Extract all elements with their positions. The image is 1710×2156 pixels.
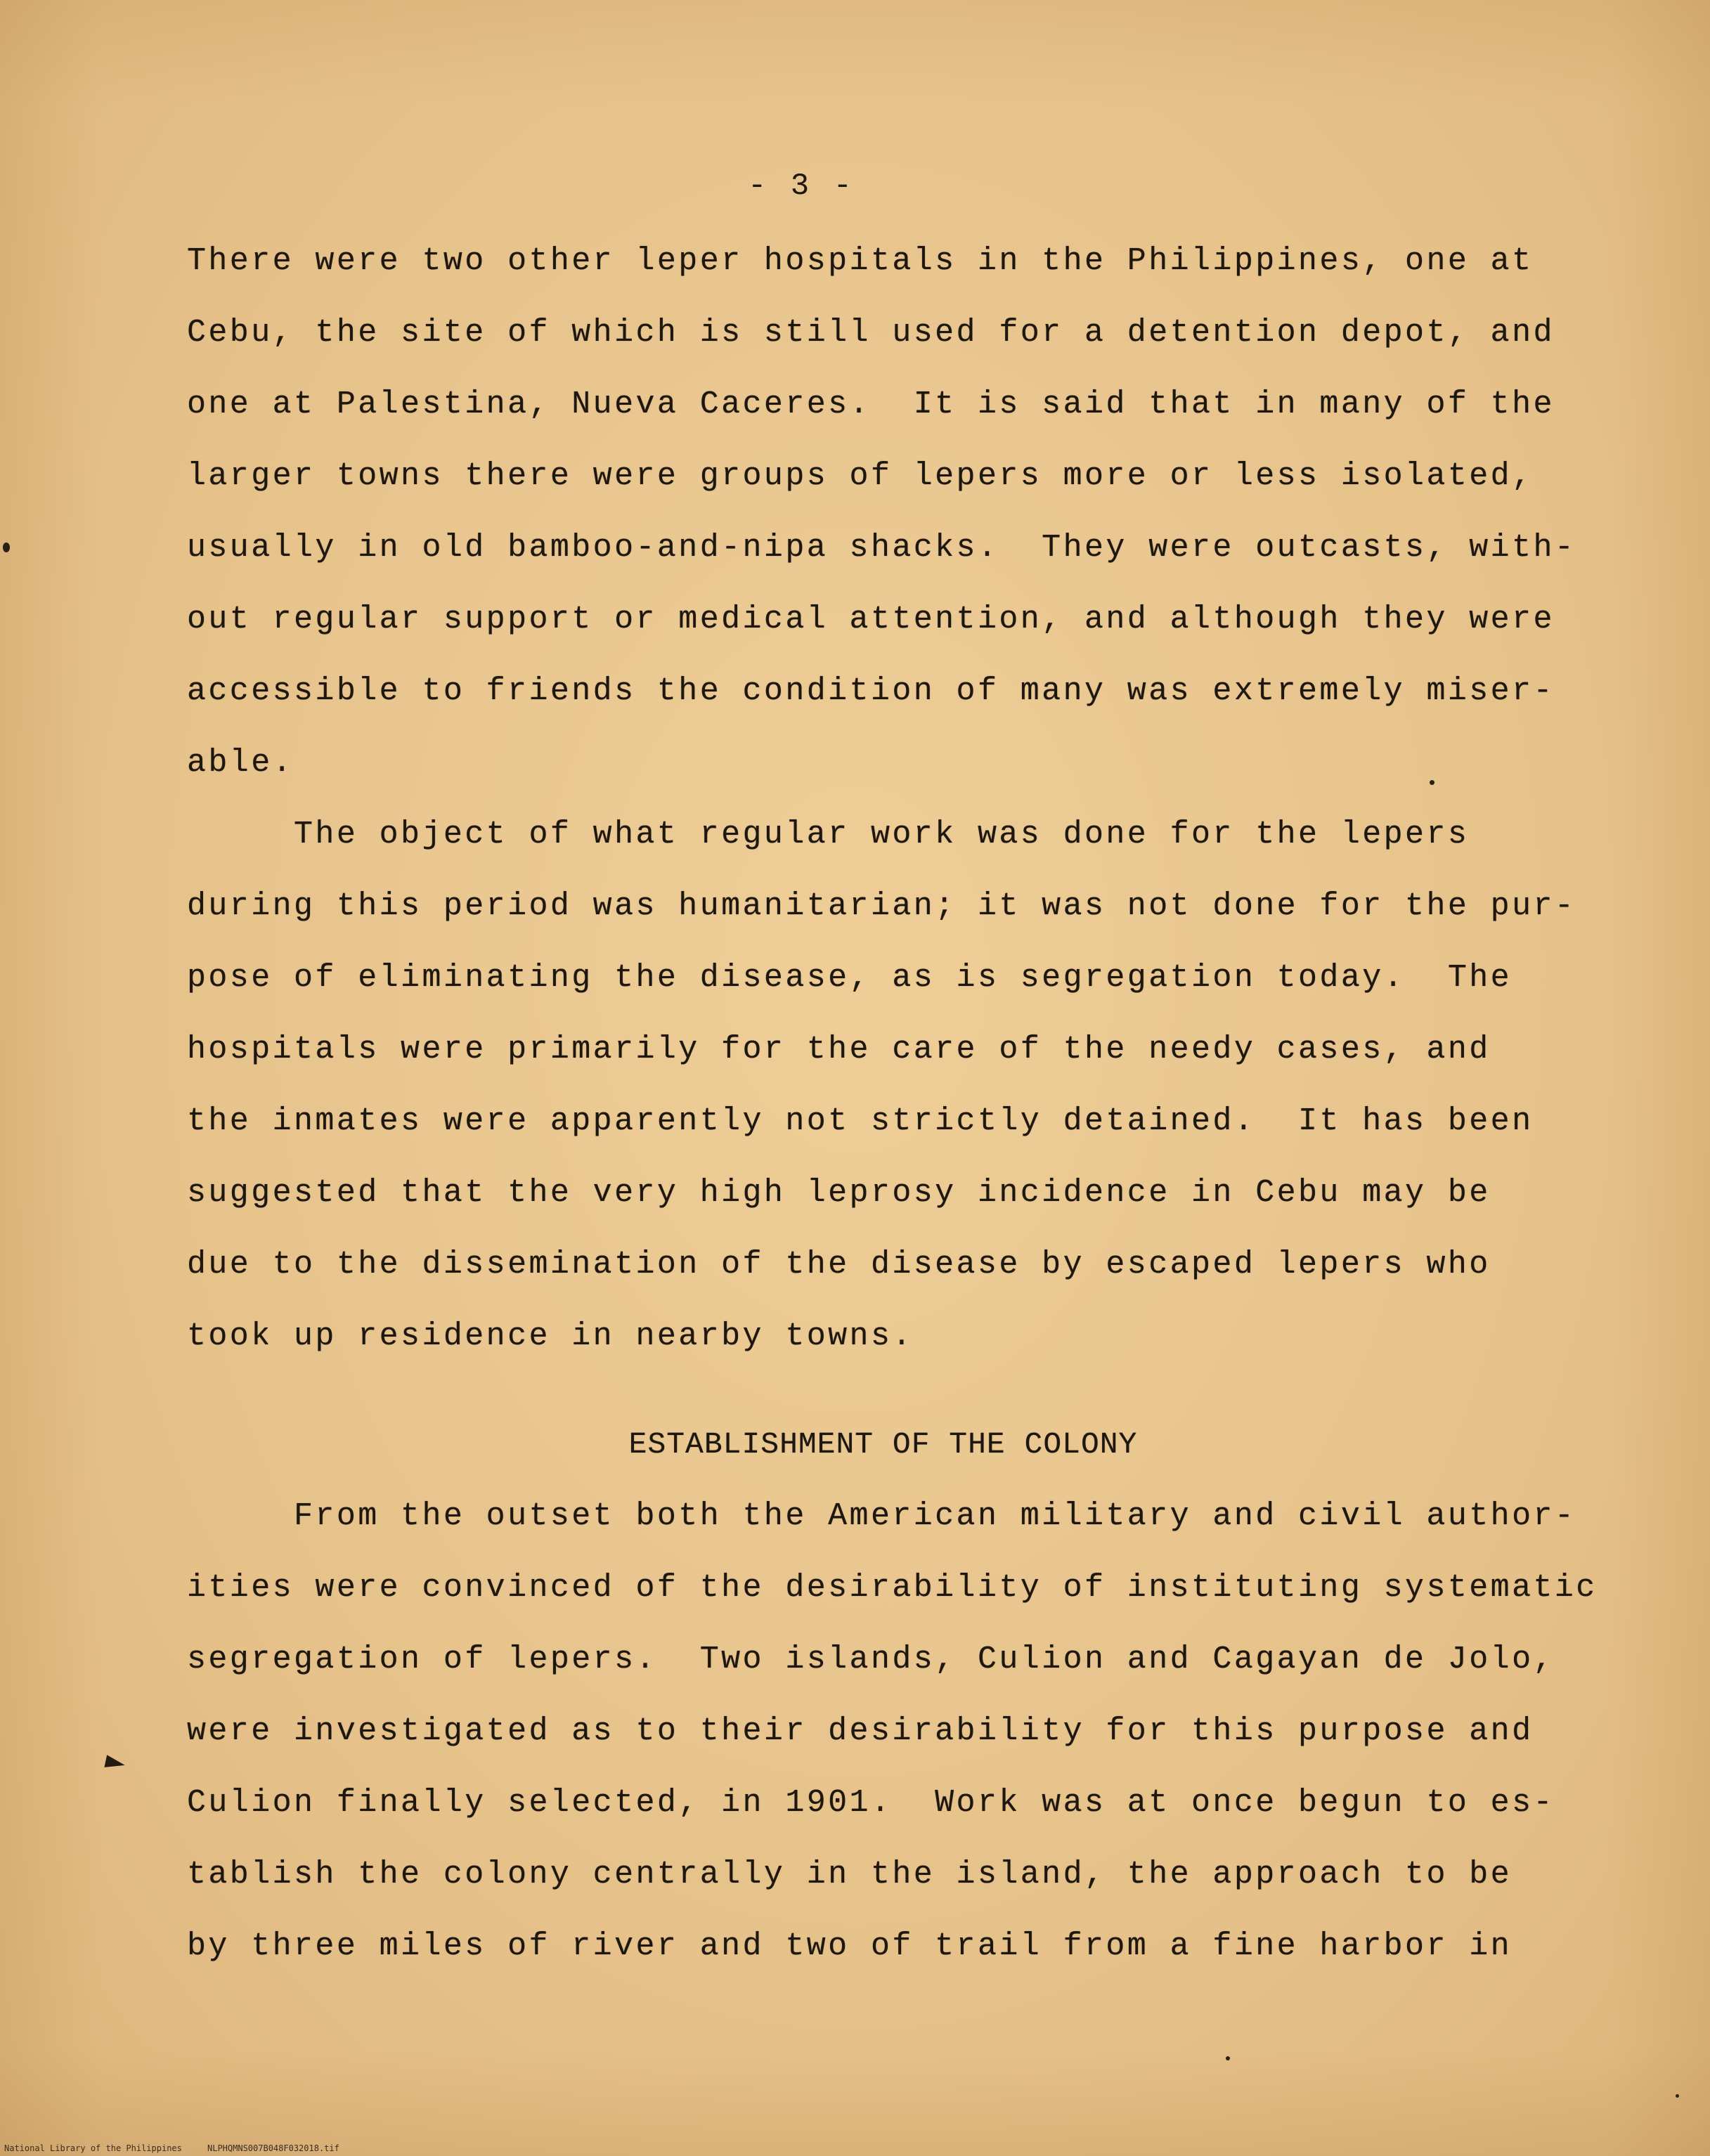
- paragraph-1-line-8: able.: [187, 745, 294, 781]
- margin-arrow-mark: [104, 1755, 126, 1771]
- paragraph-1-line-2: Cebu, the site of which is still used for a detention depot, and: [187, 315, 1555, 351]
- margin-ink-mark: [3, 543, 10, 552]
- section-line-4: were investigated as to their desirability for this purpose and: [187, 1713, 1534, 1749]
- ink-dot: [1430, 780, 1434, 785]
- paragraph-1-line-4: larger towns there were groups of lepers more or less isolated,: [187, 458, 1534, 494]
- section-line-6: tablish the colony centrally in the island, the approach to be: [187, 1857, 1513, 1892]
- paragraph-2-line-8: took up residence in nearby towns.: [187, 1318, 914, 1354]
- paragraph-1-line-6: out regular support or medical attention, and although they were: [187, 602, 1555, 637]
- ink-dot: [1226, 2056, 1230, 2060]
- paragraph-1-line-3: one at Palestina, Nueva Caceres. It is said that in many of the: [187, 387, 1555, 422]
- paragraph-2-line-1: The object of what regular work was done for the lepers: [187, 817, 1470, 852]
- footer-file-id: NLPHQMNS007B048F032018.tif: [207, 2143, 339, 2153]
- scan-footer: [4, 2143, 339, 2153]
- section-line-5: Culion finally selected, in 1901. Work was at once begun to es-: [187, 1785, 1555, 1821]
- paragraph-2-line-5: the inmates were apparently not strictly detained. It has been: [187, 1103, 1534, 1139]
- section-line-2: ities were convinced of the desirability of instituting systematic: [187, 1570, 1598, 1606]
- paragraph-2-line-6: suggested that the very high leprosy incidence in Cebu may be: [187, 1175, 1491, 1211]
- paragraph-2-line-7: due to the dissemination of the disease by escaped lepers who: [187, 1247, 1491, 1282]
- paragraph-1-line-1: There were two other leper hospitals in the Philippines, one at: [187, 243, 1534, 279]
- section-heading: ESTABLISHMENT OF THE COLONY: [628, 1427, 1138, 1462]
- section-line-1: From the outset both the American military and civil author-: [187, 1498, 1576, 1534]
- paragraph-1-line-7: accessible to friends the condition of many was extremely miser-: [187, 673, 1555, 709]
- section-line-7: by three miles of river and two of trail from a fine harbor in: [187, 1928, 1513, 1964]
- footer-archive: National Library of the Philippines: [4, 2143, 182, 2153]
- section-line-3: segregation of lepers. Two islands, Culion and Cagayan de Jolo,: [187, 1642, 1555, 1677]
- ink-dot: [1676, 2094, 1679, 2098]
- paragraph-2-line-2: during this period was humanitarian; it was not done for the pur-: [187, 888, 1576, 924]
- paragraph-2-line-4: hospitals were primarily for the care of the needy cases, and: [187, 1032, 1491, 1067]
- page-number: - 3 -: [747, 169, 855, 204]
- paragraph-1-line-5: usually in old bamboo-and-nipa shacks. They were outcasts, with-: [187, 530, 1576, 566]
- paragraph-2-line-3: pose of eliminating the disease, as is segregation today. The: [187, 960, 1513, 996]
